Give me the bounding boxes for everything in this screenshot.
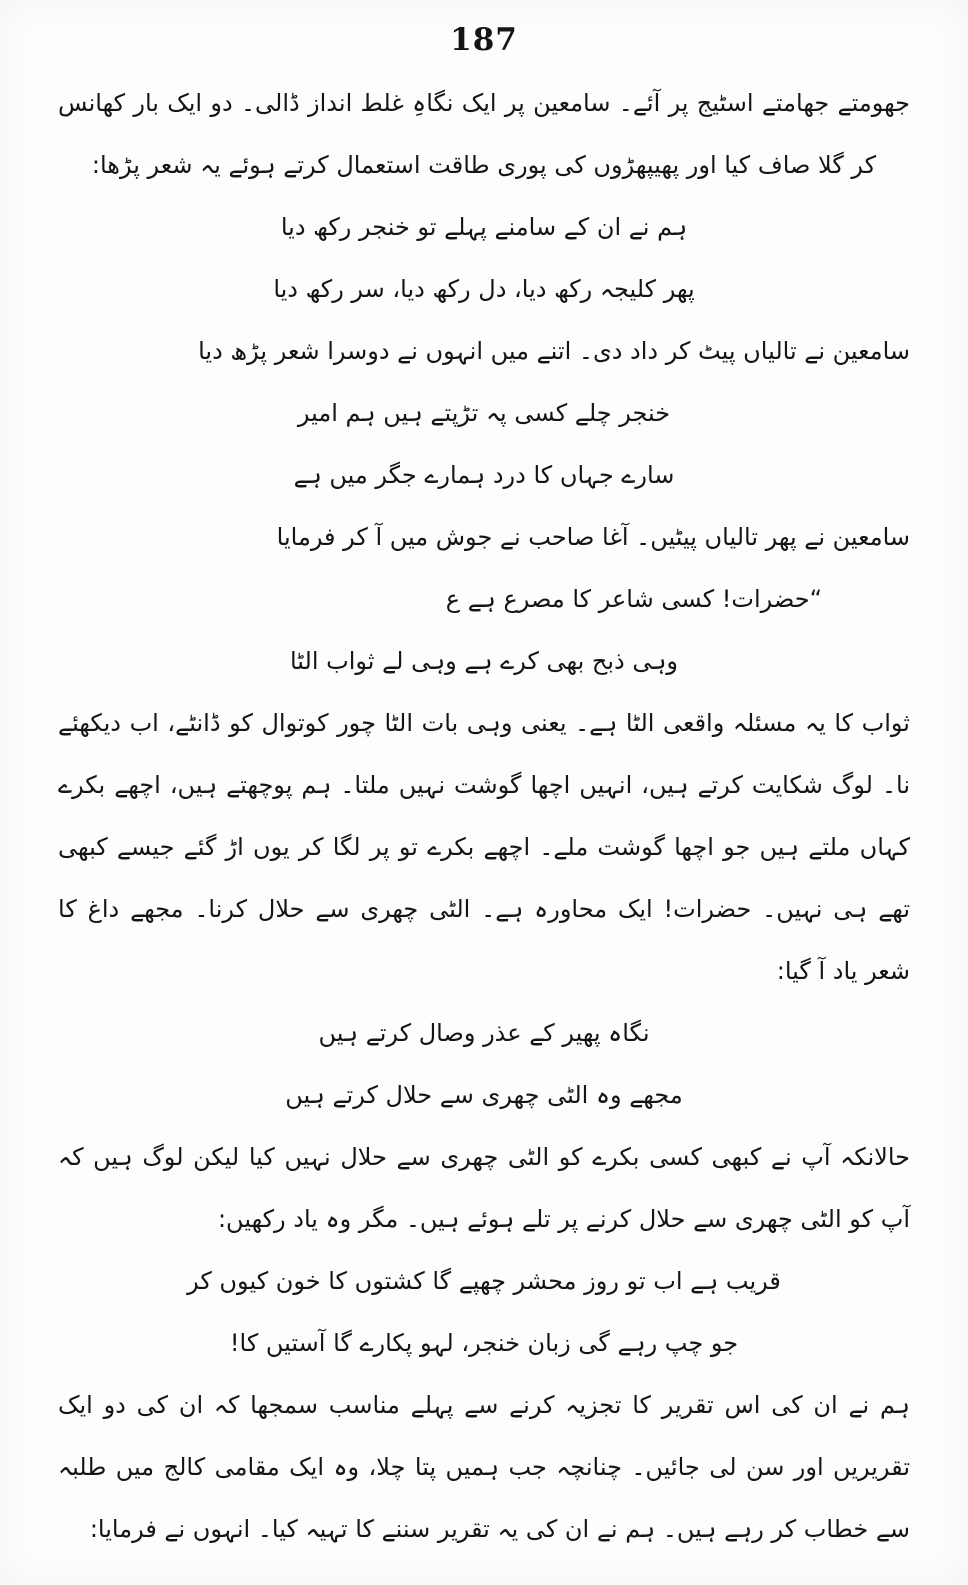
verse-line: ہم نے ان کے سامنے پہلے تو خنجر رکھ دیا [280, 213, 688, 241]
verse-line: وہی ذبح بھی کرے ہے وہی لے ثواب الٹا [289, 647, 679, 675]
paragraph: جھومتے جھامتے اسٹیج پر آئے۔ سامعین پر ایک نگاہِ غلط انداز ڈالی۔ دو ایک بار کھانس کر گلا صاف کیا اور پھیپھڑوں کی پوری طاقت استعمال کرتے ہوئے یہ شعر پڑھا: [58, 89, 910, 179]
page-number: 187 [450, 22, 518, 58]
verse-line: پھر کلیجہ رکھ دیا، دل رکھ دیا، سر رکھ دیا [273, 275, 695, 303]
verse-line: سارے جہاں کا درد ہمارے جگر میں ہے [293, 461, 675, 489]
verse-couplet [58, 1250, 910, 1374]
verse-line: خنجر چلے کسی پہ تڑپتے ہیں ہم امیر [297, 399, 671, 427]
quote-line: “حضرات! کسی شاعر کا مصرع ہے ع [445, 585, 822, 613]
verse-couplet [58, 1002, 910, 1126]
paragraph: سامعین نے تالیاں پیٹ کر داد دی۔ اتنے میں انہوں نے دوسرا شعر پڑھ دیا [198, 337, 910, 365]
verse-line: مجھے وہ الٹی چھری سے حلال کرتے ہیں [285, 1081, 683, 1109]
verse-couplet [58, 196, 910, 320]
paragraph: سامعین نے پھر تالیاں پیٹیں۔ آغا صاحب نے جوش میں آ کر فرمایا [276, 523, 910, 551]
paragraph: ثواب کا یہ مسئلہ واقعی الٹا ہے۔ یعنی وہی بات الٹا چور کوتوال کو ڈانٹے، اب دیکھئے نا۔ لوگ شکایت کرتے ہیں، انہیں اچھا گوشت نہیں ملتا۔ ہم پوچھتے ہیں، اچھے بکرے کہاں ملتے ہیں جو اچھا گوشت ملے۔ اچھے بکرے تو پر لگا کر یوں اڑ گئے جیسے کبھی تھے ہی نہیں۔ حضرات! ایک محاورہ ہے۔ الٹی چھری سے حلال کرنا۔ مجھے داغ کا شعر یاد آ گیا: [58, 709, 910, 985]
verse-line: جو چپ رہے گی زبان خنجر، لہو پکارے گا آستیں کا! [229, 1329, 739, 1357]
paragraph: ہم نے ان کی اس تقریر کا تجزیہ کرنے سے پہلے مناسب سمجھا کہ ان کی دو ایک تقریریں اور سن لی جائیں۔ چنانچہ جب ہمیں پتا چلا، وہ ایک مقامی کالج میں طلبہ سے خطاب کر رہے ہیں۔ ہم نے ان کی یہ تقریر سننے کا تہیہ کیا۔ انہوں نے فرمایا: [58, 1391, 910, 1543]
paragraph: حالانکہ آپ نے کبھی کسی بکرے کو الٹی چھری سے حلال نہیں کیا لیکن لوگ ہیں کہ آپ کو الٹی چھری سے حلال کرنے پر تلے ہوئے ہیں۔ مگر وہ یاد رکھیں: [58, 1143, 910, 1233]
verse-line: نگاہ پھیر کے عذر وصال کرتے ہیں [318, 1019, 650, 1047]
verse-line: قریب ہے اب تو روز محشر چھپے گا کشتوں کا خون کیوں کر [187, 1267, 781, 1295]
verse-couplet [58, 382, 910, 506]
verse-single [58, 630, 910, 692]
